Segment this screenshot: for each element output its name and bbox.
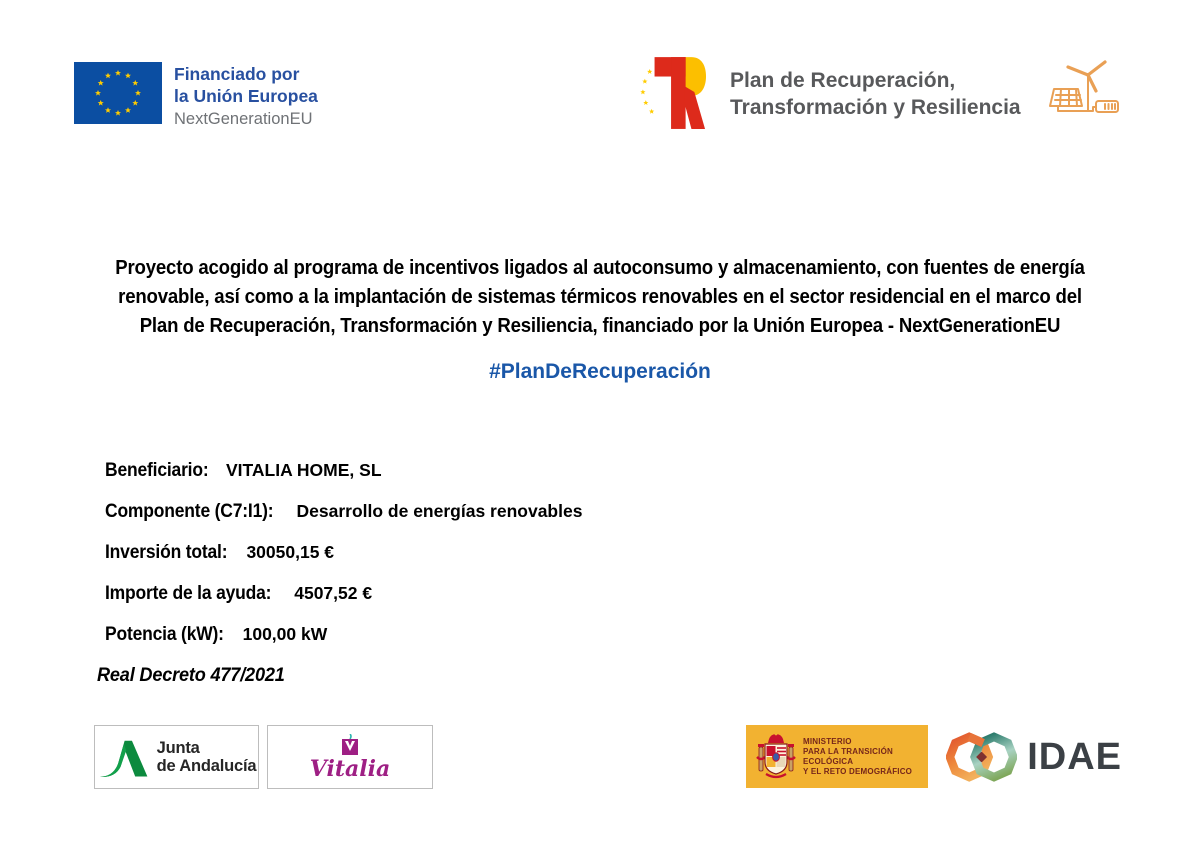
field-row-inversion-total: [105, 542, 334, 564]
field-row-importe-ayuda: [105, 583, 372, 605]
eu-funding-line1: Financiado por: [174, 64, 300, 84]
field-label: Potencia (kW):: [105, 624, 224, 645]
vitalia-v-icon: [339, 734, 361, 758]
field-label: Inversión total:: [105, 542, 228, 563]
eu-funding-line2: la Unión Europea: [174, 86, 318, 106]
field-row-beneficiario: [105, 460, 382, 482]
ministerio-logo: [746, 725, 928, 788]
ministerio-line2: PARA LA TRANSICIÓN ECOLÓGICA: [803, 746, 893, 766]
project-description: [42, 254, 1158, 341]
field-value: Desarrollo de energías renovables: [296, 501, 583, 521]
idae-wordmark: IDAE: [1027, 735, 1122, 778]
field-value: VITALIA HOME, SL: [225, 460, 382, 480]
recovery-plan-text: [730, 67, 1021, 121]
spain-coat-of-arms-icon: [756, 731, 796, 783]
eu-funding-block: [74, 62, 318, 131]
idae-logo: [946, 722, 1122, 792]
hashtag-plan-de-recuperacion: #PlanDeRecuperación: [489, 360, 711, 383]
field-value: 30050,15 €: [246, 542, 335, 562]
junta-andalucia-text: [157, 739, 257, 775]
tr-plan-logo-icon: [640, 56, 706, 132]
recovery-plan-block: [640, 56, 1021, 132]
eu-flag-icon: [74, 62, 162, 124]
ministerio-text: [803, 737, 928, 777]
ministerio-line1: MINISTERIO: [803, 736, 852, 746]
field-value: 100,00 kW: [242, 624, 328, 644]
project-description-line2: renovable, así como a la implantación de sistemas térmicos renovables en el sector residencial en el marco del: [118, 286, 1082, 308]
vitalia-logo: [267, 725, 433, 789]
field-label: Beneficiario:: [105, 460, 209, 481]
idae-rings-icon: [946, 722, 1017, 792]
project-description-line3: Plan de Recuperación, Transformación y Resiliencia, financiado por la Unión Europea - NextGenerationEU: [139, 315, 1061, 337]
field-label: Importe de la ayuda:: [105, 583, 272, 604]
recovery-plan-line2: Transformación y Resiliencia: [730, 96, 1021, 119]
nextgeneration-label: NextGenerationEU: [174, 110, 313, 128]
vitalia-wordmark: Vitalia: [309, 756, 391, 782]
field-row-potencia: [105, 624, 327, 646]
eu-funding-text: [174, 62, 318, 131]
project-description-line1: Proyecto acogido al programa de incentivos ligados al autoconsumo y almacenamiento, con fuentes de energía: [115, 257, 1085, 279]
field-label: Componente (C7:I1):: [105, 501, 274, 522]
junta-line1: Junta: [156, 739, 200, 757]
junta-line2: de Andalucía: [156, 757, 257, 775]
recovery-plan-line1: Plan de Recuperación,: [730, 69, 956, 92]
renewables-icon: [1048, 58, 1122, 126]
junta-a-icon: [97, 735, 149, 779]
real-decreto-label: Real Decreto 477/2021: [97, 664, 285, 686]
junta-andalucia-logo: [94, 725, 259, 789]
field-value: 4507,52 €: [294, 583, 373, 603]
field-row-componente: [105, 501, 582, 523]
ministerio-line3: Y EL RETO DEMOGRÁFICO: [803, 766, 913, 776]
